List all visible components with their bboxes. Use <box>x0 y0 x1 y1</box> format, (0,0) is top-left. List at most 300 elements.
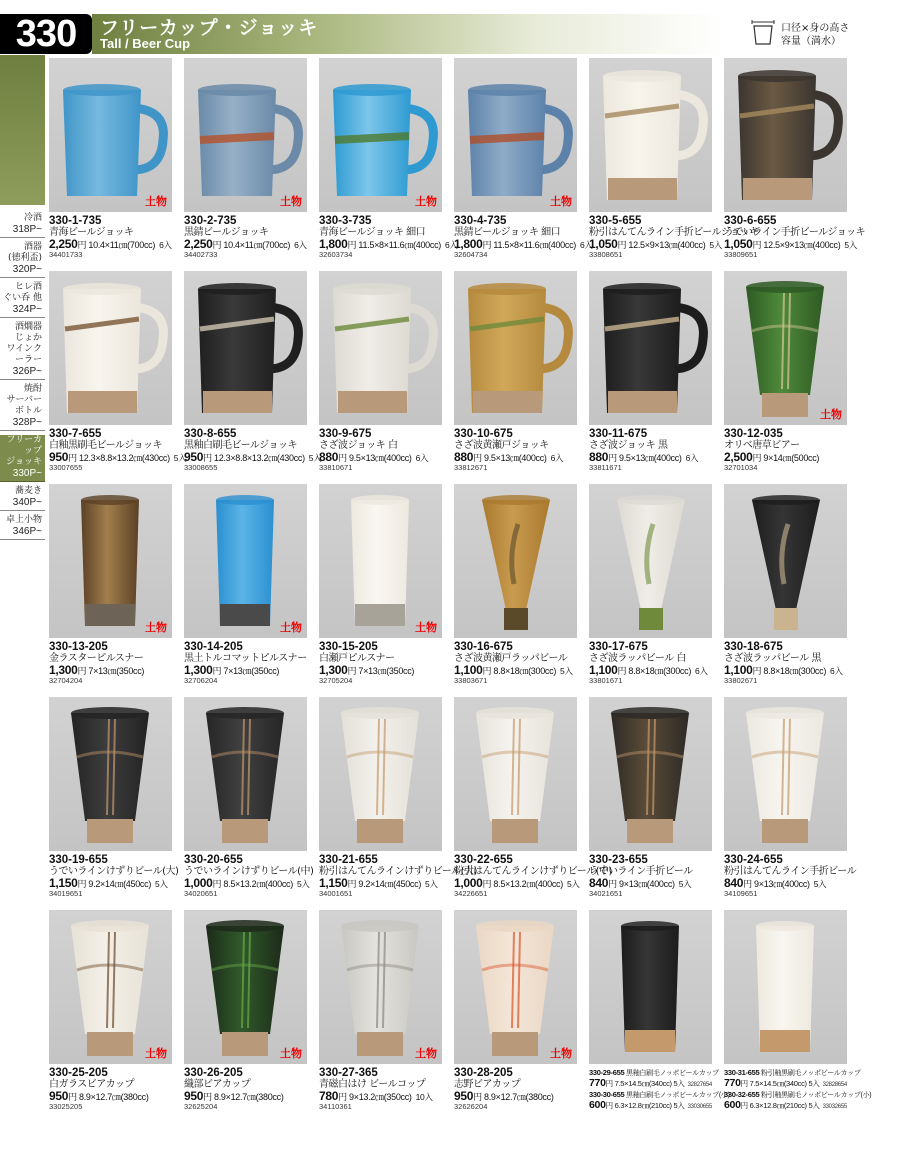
product-name: 黒土トルコマットピルスナー <box>184 653 307 664</box>
sidebar-item[interactable] <box>0 515 45 540</box>
product-name: 白瀬戸ピルスナー <box>319 653 395 664</box>
product-name: 粉引はんてんラインけずりビール(大) <box>319 866 477 877</box>
product-card[interactable] <box>319 271 442 480</box>
earthenware-badge: 土物 <box>415 1047 437 1060</box>
product-vessel-image <box>49 484 172 638</box>
variant-code: 330-31-655 <box>724 1068 760 1077</box>
product-spec: 12.5×9×13㎝(400cc) <box>761 240 841 250</box>
product-name: うでいライン手折ビール <box>589 866 693 877</box>
pack-count: 5入 <box>173 453 187 463</box>
legend-line-2: 容量（満水） <box>781 36 841 47</box>
sidebar-item-page: 346P~ <box>12 526 42 537</box>
product-name: うでいラインけずりビール(大) <box>49 866 179 877</box>
price-yen: 円 <box>608 453 617 463</box>
product-spec: 8.8×18㎝(300cc) <box>626 666 692 676</box>
product-price: 1,100 <box>589 663 618 677</box>
product-name: 金ラスターピルスナー <box>49 653 144 664</box>
price-yen: 円 <box>743 879 752 889</box>
product-code: 330-22-655 <box>454 854 513 866</box>
variant-price-line <box>589 1078 712 1090</box>
earthenware-badge: 土物 <box>280 621 302 634</box>
product-jan: 33811671 <box>589 463 622 472</box>
product-jan: 33808651 <box>589 250 623 259</box>
product-photo <box>589 910 712 1064</box>
product-card[interactable] <box>49 910 172 1119</box>
pack-count: 5入 <box>425 879 438 889</box>
product-photo <box>724 271 847 425</box>
sidebar-item-label: フリーカップ ジョッキ <box>6 435 42 467</box>
product-photo <box>589 697 712 851</box>
earthenware-badge: 土物 <box>550 1047 572 1060</box>
product-code: 330-14-205 <box>184 641 243 653</box>
product-spec: 7×13㎝(350cc) <box>356 666 415 676</box>
product-spec: 10.4×11㎝(700cc) <box>86 240 156 250</box>
product-price: 950 <box>184 450 204 464</box>
price-yen: 円 <box>68 453 77 463</box>
product-code: 330-4-735 <box>454 215 507 227</box>
product-price: 840 <box>589 876 609 890</box>
product-vessel-image <box>49 910 172 1064</box>
product-card[interactable] <box>319 910 442 1119</box>
sidebar-item[interactable] <box>0 435 45 482</box>
product-vessel-image <box>49 271 172 425</box>
product-vessel-image <box>454 271 577 425</box>
product-spec: 9.5×13㎝(400cc) <box>346 453 412 463</box>
sidebar-item-label: 焼酎 サーバー ボトル <box>6 384 42 416</box>
product-card[interactable] <box>589 271 712 480</box>
product-code: 330-3-735 <box>319 215 372 227</box>
price-yen: 円 <box>482 666 492 676</box>
product-spec: 12.3×8.8×13.2㎝(430cc) <box>76 453 170 463</box>
product-spec: 12.3×8.8×13.2㎝(430cc) <box>211 453 305 463</box>
price-yen: 円 <box>740 1079 748 1088</box>
product-name: 粉引はんてんラインけずりビール(中) <box>454 866 612 877</box>
sidebar-item-page: 340P~ <box>12 497 42 508</box>
product-vessel-image <box>184 697 307 851</box>
product-variants <box>589 1068 730 1112</box>
price-yen: 円 <box>203 1092 212 1102</box>
product-jan: 32604734 <box>454 250 488 259</box>
pack-count: 5入 <box>678 879 692 889</box>
sidebar-item-label: 酒燗器 じょか ワインクーラー <box>6 322 42 365</box>
product-card[interactable] <box>49 271 187 480</box>
product-spec: 7×13㎝(350cc) <box>86 666 145 676</box>
product-price: 2,500 <box>724 450 753 464</box>
product-grid <box>49 58 872 1119</box>
product-spec: 11.5×8×11.6㎝(400cc) <box>356 240 441 250</box>
variant-name: 黒釉白刷毛ノッポビールカップ <box>624 1070 719 1077</box>
price-yen: 円 <box>212 666 222 676</box>
product-card[interactable] <box>184 484 307 693</box>
product-spec: 8.5×13.2㎝(400cc) <box>221 879 293 889</box>
product-price: 950 <box>454 1089 474 1103</box>
pack-count: 6入 <box>415 453 429 463</box>
variant-code-name <box>589 1090 730 1100</box>
product-name: 粉引はんてんライン手折ビール <box>724 866 857 877</box>
price-yen: 円 <box>608 879 617 889</box>
price-yen: 円 <box>605 1101 613 1110</box>
legend-line-1: 口径×身の高さ <box>781 23 850 34</box>
cup-dimension-icon <box>750 20 776 46</box>
legend-text <box>781 22 849 48</box>
product-vessel-image <box>589 910 712 1064</box>
product-jan: 32626204 <box>454 1102 488 1111</box>
product-code: 330-27-365 <box>319 1067 378 1079</box>
product-price: 950 <box>49 450 69 464</box>
product-vessel-image <box>319 484 442 638</box>
price-yen: 円 <box>617 240 627 250</box>
product-name: オリベ唐草ビアー <box>724 440 800 451</box>
sidebar-accent <box>0 55 45 205</box>
variant-price: 770 <box>589 1077 606 1089</box>
product-card[interactable] <box>319 484 442 693</box>
product-photo <box>454 58 577 212</box>
sidebar-item-label: 冷酒 <box>23 213 42 223</box>
product-card[interactable] <box>184 271 322 480</box>
product-jan: 34021651 <box>589 889 623 898</box>
product-photo <box>319 484 442 638</box>
price-yen: 円 <box>347 240 357 250</box>
product-photo <box>454 484 577 638</box>
variant-code-name <box>724 1090 872 1100</box>
sidebar-item[interactable] <box>0 384 45 431</box>
product-name: さざ波ジョッキ 白 <box>319 440 398 451</box>
variant-code-name <box>724 1068 861 1078</box>
product-card[interactable] <box>589 484 712 693</box>
sidebar-item[interactable] <box>0 242 45 278</box>
sidebar-nav <box>0 213 45 544</box>
product-photo <box>184 271 307 425</box>
product-card[interactable] <box>49 58 172 267</box>
variant-code: 330-29-655 <box>589 1068 625 1077</box>
variant-jan: 32828654 <box>822 1082 847 1088</box>
product-jan: 33812671 <box>454 463 488 472</box>
pack-count: 5入 <box>155 879 168 889</box>
variant-code-name <box>589 1068 719 1078</box>
product-card[interactable] <box>454 484 577 693</box>
product-card[interactable] <box>589 697 712 906</box>
sidebar-item-page: 318P~ <box>12 224 42 235</box>
product-vessel-image <box>724 697 847 851</box>
product-spec: 12.5×9×13㎝(400cc) <box>626 240 706 250</box>
product-photo <box>589 271 712 425</box>
price-yen: 円 <box>752 453 762 463</box>
product-price: 1,000 <box>454 876 483 890</box>
product-price: 1,150 <box>49 876 78 890</box>
product-price: 950 <box>49 1089 69 1103</box>
product-code: 330-18-675 <box>724 641 783 653</box>
product-jan: 34020651 <box>184 889 218 898</box>
product-jan: 33007655 <box>49 463 83 472</box>
product-price: 1,050 <box>589 237 618 251</box>
product-code: 330-5-655 <box>589 215 642 227</box>
product-card[interactable] <box>319 58 458 267</box>
product-vessel-image <box>184 910 307 1064</box>
product-code: 330-15-205 <box>319 641 378 653</box>
sidebar-item[interactable] <box>0 213 45 238</box>
product-price: 1,800 <box>454 237 483 251</box>
product-card-dual[interactable] <box>724 910 872 1119</box>
pack-count: 5入 <box>709 240 723 250</box>
product-code: 330-11-675 <box>589 428 648 440</box>
pack-count: 6入 <box>444 240 458 250</box>
page-subtitle: Tall / Beer Cup <box>100 36 191 51</box>
sidebar-item-label: 酒器 (徳利盃) <box>7 242 42 263</box>
price-yen: 円 <box>77 879 87 889</box>
pack-count: 6入 <box>579 240 593 250</box>
product-vessel-image <box>589 484 712 638</box>
product-card[interactable] <box>184 58 307 267</box>
product-vessel-image <box>454 910 577 1064</box>
product-vessel-image <box>319 697 442 851</box>
variant-jan: 33030655 <box>687 1104 712 1110</box>
product-photo <box>49 271 172 425</box>
product-code: 330-1-735 <box>49 215 102 227</box>
earthenware-badge: 土物 <box>415 195 437 208</box>
product-card[interactable] <box>184 910 307 1119</box>
product-code: 330-24-655 <box>724 854 783 866</box>
product-jan: 33801671 <box>589 676 623 685</box>
product-price: 1,100 <box>454 663 483 677</box>
sidebar-item[interactable] <box>0 322 45 380</box>
sidebar-item-page: 326P~ <box>12 366 42 377</box>
product-vessel-image <box>184 484 307 638</box>
product-card[interactable] <box>724 484 847 693</box>
product-price: 2,250 <box>49 237 78 251</box>
product-vessel-image <box>724 484 847 638</box>
pack-count: 6入 <box>685 453 699 463</box>
product-price: 880 <box>319 450 339 464</box>
product-code: 330-13-205 <box>49 641 108 653</box>
product-card[interactable] <box>724 58 866 267</box>
product-vessel-image <box>184 271 307 425</box>
product-price: 780 <box>319 1089 339 1103</box>
product-photo <box>49 484 172 638</box>
product-card[interactable] <box>454 58 593 267</box>
product-vessel-image <box>184 58 307 212</box>
product-vessel-image <box>589 697 712 851</box>
earthenware-badge: 土物 <box>820 408 842 421</box>
product-name: 白釉黒刷毛ビールジョッキ <box>49 440 162 451</box>
product-name: さざ波黄瀬戸ジョッキ <box>454 440 549 451</box>
product-spec: 8.8×18㎝(300cc) <box>761 666 827 676</box>
price-yen: 円 <box>752 666 762 676</box>
sidebar-item[interactable] <box>0 282 45 318</box>
product-name: 黒錆ビールジョッキ 細口 <box>454 227 561 238</box>
price-yen: 円 <box>473 1092 482 1102</box>
product-code: 330-28-205 <box>454 1067 513 1079</box>
product-spec: 9.2×14㎝(450cc) <box>356 879 422 889</box>
product-vessel-image <box>319 58 442 212</box>
product-spec: 9×13.2㎝(350cc) <box>346 1092 412 1102</box>
product-spec: 8.9×12.7㎝(380cc) <box>481 1092 554 1102</box>
variant-code: 330-32-655 <box>724 1090 760 1099</box>
sidebar-item[interactable] <box>0 486 45 511</box>
product-code: 330-16-675 <box>454 641 513 653</box>
pack-count: 6入 <box>550 453 564 463</box>
sidebar-item-page: 328P~ <box>12 417 42 428</box>
product-jan: 34109651 <box>724 889 758 898</box>
product-name: 白ガラスビアカップ <box>49 1079 134 1090</box>
earthenware-badge: 土物 <box>145 1047 167 1060</box>
product-photo <box>589 484 712 638</box>
product-photo <box>319 910 442 1064</box>
product-photo <box>49 910 172 1064</box>
sidebar-item-page: 330P~ <box>12 468 42 479</box>
product-vessel-image <box>49 697 172 851</box>
product-card[interactable] <box>49 484 172 693</box>
product-spec: 8.9×12.7㎝(380cc) <box>76 1092 149 1102</box>
price-yen: 円 <box>68 1092 77 1102</box>
product-name: 黒錆ビールジョッキ <box>184 227 269 238</box>
price-yen: 円 <box>338 453 347 463</box>
product-name: さざ波ラッパビール 白 <box>589 653 686 664</box>
product-price: 1,000 <box>184 876 213 890</box>
pack-count: 6入 <box>294 240 307 250</box>
pack-count: 5入 <box>844 240 858 250</box>
product-photo <box>724 58 847 212</box>
price-yen: 円 <box>347 879 357 889</box>
product-name: さざ波ジョッキ 黒 <box>589 440 668 451</box>
pack-count: 5入 <box>566 879 580 889</box>
product-price: 840 <box>724 876 744 890</box>
product-photo <box>454 910 577 1064</box>
product-photo <box>319 58 442 212</box>
price-yen: 円 <box>77 666 87 676</box>
product-name: 志野ビアカップ <box>454 1079 521 1090</box>
product-jan: 34001651 <box>319 889 353 898</box>
product-price: 950 <box>184 1089 204 1103</box>
product-jan: 32701034 <box>724 463 758 472</box>
variant-price-line <box>724 1100 847 1112</box>
product-card[interactable] <box>49 697 179 906</box>
product-vessel-image <box>724 58 847 212</box>
product-jan: 33803671 <box>454 676 488 685</box>
price-yen: 円 <box>473 453 482 463</box>
product-price: 2,250 <box>184 237 213 251</box>
price-yen: 円 <box>617 666 627 676</box>
product-jan: 32625204 <box>184 1102 218 1111</box>
price-yen: 円 <box>482 240 492 250</box>
product-name: 青海ビールジョッキ <box>49 227 134 238</box>
pack-count: 5入 <box>813 879 827 889</box>
product-jan: 34019651 <box>49 889 83 898</box>
product-jan: 32706204 <box>184 676 218 685</box>
product-code: 330-23-655 <box>589 854 648 866</box>
product-card-dual[interactable] <box>589 910 730 1119</box>
product-card[interactable] <box>184 697 314 906</box>
product-card[interactable] <box>454 271 577 480</box>
earthenware-badge: 土物 <box>280 195 302 208</box>
product-code: 330-25-205 <box>49 1067 108 1079</box>
variant-name: 粉引釉黒刷毛ノッポビールカップ <box>759 1070 861 1077</box>
product-jan: 32705204 <box>319 676 353 685</box>
product-photo <box>49 58 172 212</box>
price-yen: 円 <box>203 453 212 463</box>
product-name: 織部ビアカップ <box>184 1079 251 1090</box>
page-title: フリーカップ・ジョッキ <box>100 17 319 39</box>
product-variants <box>724 1068 872 1112</box>
product-code: 330-26-205 <box>184 1067 243 1079</box>
product-photo <box>184 910 307 1064</box>
product-photo <box>724 910 847 1064</box>
product-jan: 33008655 <box>184 463 218 472</box>
product-vessel-image <box>454 697 577 851</box>
product-card[interactable] <box>724 697 857 906</box>
product-card[interactable] <box>454 910 577 1119</box>
product-jan: 34401733 <box>49 250 83 259</box>
product-spec: 8.8×18㎝(300cc) <box>491 666 557 676</box>
product-spec: 9.5×13㎝(400cc) <box>481 453 547 463</box>
product-jan: 33810671 <box>319 463 353 472</box>
earthenware-badge: 土物 <box>145 621 167 634</box>
price-yen: 円 <box>347 666 357 676</box>
product-photo <box>184 484 307 638</box>
product-name: うでいラインけずりビール(中) <box>184 866 314 877</box>
product-vessel-image <box>589 58 712 212</box>
variant-spec: 6.3×12.8㎝(210cc) 5入 <box>612 1101 685 1110</box>
pack-count: 5入 <box>560 666 573 676</box>
product-price: 1,800 <box>319 237 348 251</box>
product-spec: 9×14㎝(500cc) <box>761 453 820 463</box>
product-photo <box>589 58 712 212</box>
product-jan: 34402733 <box>184 250 218 259</box>
variant-price: 600 <box>589 1099 606 1111</box>
product-price: 1,100 <box>724 663 753 677</box>
product-code: 330-7-655 <box>49 428 102 440</box>
earthenware-badge: 土物 <box>145 195 167 208</box>
product-code: 330-6-655 <box>724 215 777 227</box>
product-vessel-image <box>724 271 847 425</box>
sidebar-item-label: 蕎麦き <box>14 486 42 496</box>
product-jan: 33809651 <box>724 250 758 259</box>
variant-spec: 7.5×14.5㎝(340cc) 5入 <box>612 1079 685 1088</box>
variant-price-line <box>589 1100 712 1112</box>
price-yen: 円 <box>338 1092 347 1102</box>
product-spec: 11.5×8×11.6㎝(400cc) <box>491 240 576 250</box>
variant-jan: 33032655 <box>822 1104 847 1110</box>
pack-count: 6入 <box>830 666 843 676</box>
variant-name: 黒釉白刷毛ノッポビールカップ(小) <box>624 1092 730 1099</box>
product-code: 330-20-655 <box>184 854 243 866</box>
product-price: 1,150 <box>319 876 348 890</box>
product-price: 1,300 <box>319 663 348 677</box>
product-price: 880 <box>454 450 474 464</box>
product-name: さざ波ラッパビール 黒 <box>724 653 821 664</box>
product-spec: 9.5×13㎝(400cc) <box>616 453 682 463</box>
product-photo <box>319 697 442 851</box>
product-code: 330-12-035 <box>724 428 783 440</box>
product-vessel-image <box>49 58 172 212</box>
earthenware-badge: 土物 <box>280 1047 302 1060</box>
variant-price: 770 <box>724 1077 741 1089</box>
product-code: 330-10-675 <box>454 428 513 440</box>
page-number: 330 <box>0 14 92 54</box>
product-jan: 34226651 <box>454 889 488 898</box>
product-card[interactable] <box>724 271 847 480</box>
sidebar-item-page: 320P~ <box>12 264 42 275</box>
product-photo <box>319 271 442 425</box>
product-spec: 9.2×14㎝(450cc) <box>86 879 152 889</box>
product-spec: 10.4×11㎝(700cc) <box>221 240 291 250</box>
variant-spec: 7.5×14.5㎝(340cc) 5入 <box>747 1079 820 1088</box>
price-yen: 円 <box>482 879 492 889</box>
product-code: 330-8-655 <box>184 428 237 440</box>
product-code: 330-9-675 <box>319 428 372 440</box>
product-spec: 7×13㎝(350cc) <box>221 666 280 676</box>
product-photo <box>454 271 577 425</box>
product-code: 330-2-735 <box>184 215 237 227</box>
